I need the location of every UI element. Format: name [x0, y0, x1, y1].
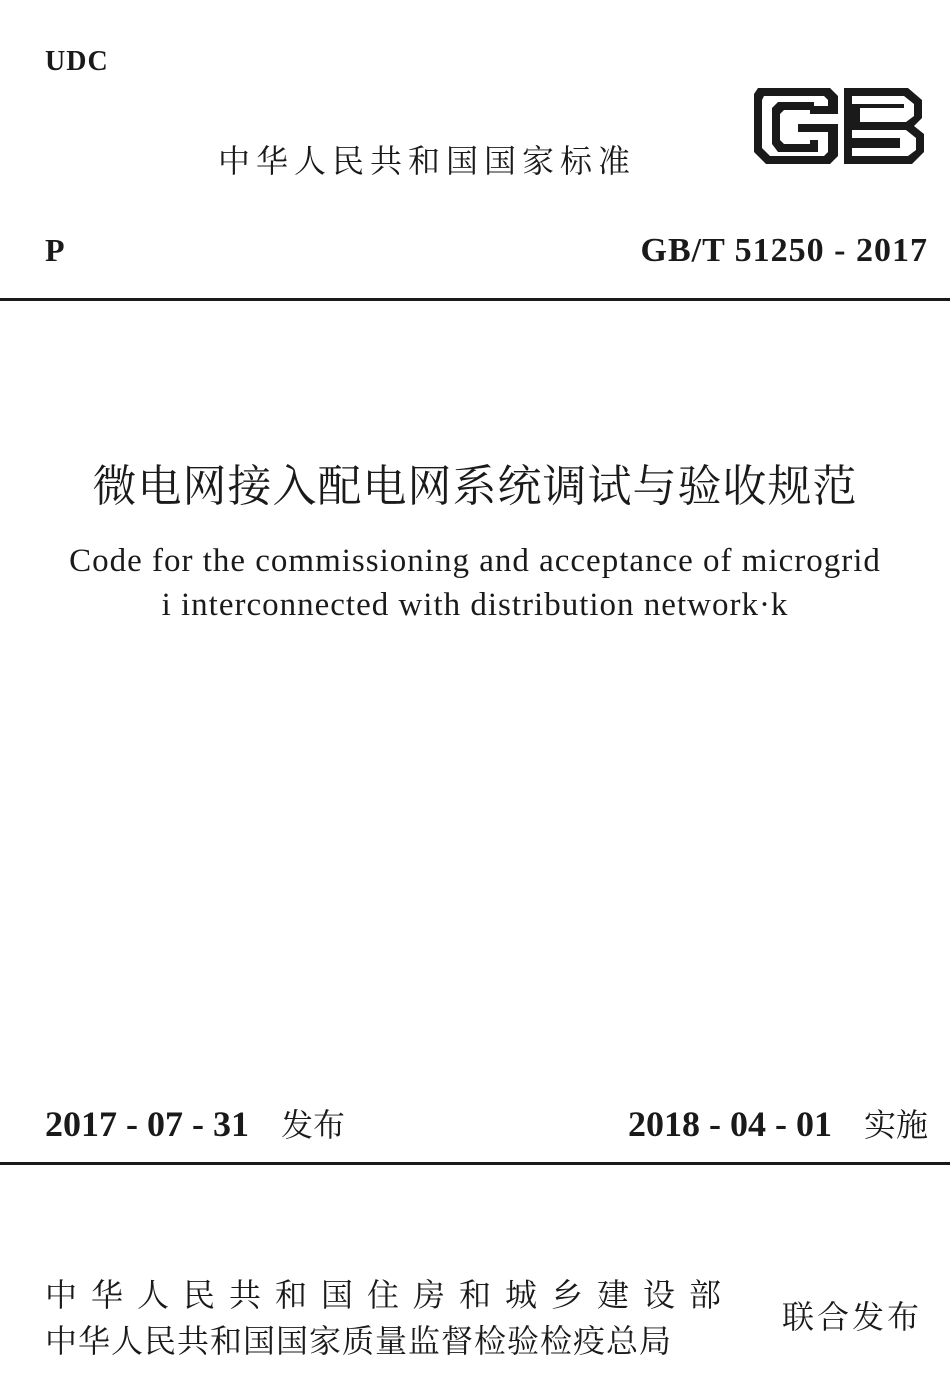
bottom-divider: [0, 1162, 950, 1165]
national-standard-heading: 中华人民共和国国家标准: [218, 142, 637, 180]
implement-date-row: [628, 1100, 928, 1146]
implement-date: 2018 - 04 - 01: [628, 1104, 832, 1144]
implement-label: 实施: [863, 1106, 928, 1144]
udc-label: UDC: [45, 46, 109, 77]
title-chinese: 微电网接入配电网系统调试与验收规范: [92, 461, 858, 512]
standard-number: GB/T 51250 - 2017: [640, 232, 928, 269]
title-english-line2: i interconnected with distribution network·k: [161, 587, 789, 623]
issue-date-row: [45, 1100, 345, 1146]
issuer-aqsiq: 中华人民共和国国家质量监督检验检疫总局: [45, 1322, 673, 1360]
issuer-ministry: 中华人民共和国住房和城乡建设部: [45, 1276, 736, 1314]
issue-date: 2017 - 07 - 31: [45, 1104, 249, 1144]
title-english-line1: Code for the commissioning and acceptance of microgrid: [69, 543, 881, 579]
joint-issue-label: 联合发布: [782, 1298, 923, 1336]
category-code: P: [45, 232, 65, 268]
top-divider: [0, 298, 950, 301]
gb-logo: [748, 80, 930, 172]
issue-label: 发布: [280, 1106, 345, 1144]
